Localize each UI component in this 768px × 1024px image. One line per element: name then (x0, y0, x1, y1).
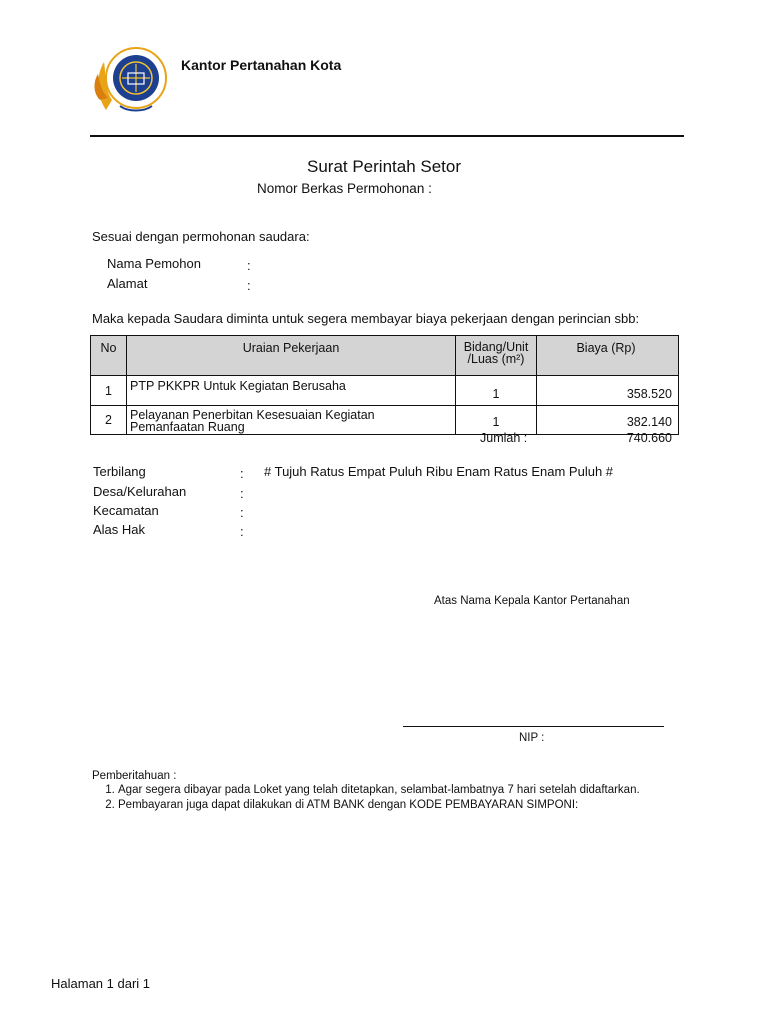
instruction-text: Maka kepada Saudara diminta untuk segera membayar biaya pekerjaan dengan perincian sbb: (92, 311, 640, 326)
kecamatan-colon: : (240, 505, 244, 520)
intro-text: Sesuai dengan permohonan saudara: (92, 229, 310, 244)
header-biaya: Biaya (Rp) (537, 336, 679, 376)
row-bidang: 1 (456, 376, 537, 406)
signature-line (403, 726, 664, 727)
row-biaya: 358.520 (537, 376, 679, 406)
header-divider (90, 135, 684, 137)
fee-table (90, 335, 679, 435)
desa-label: Desa/Kelurahan (93, 484, 187, 499)
berkas-number-label: Nomor Berkas Permohonan : (257, 181, 432, 196)
row-biaya: 382.140 (537, 406, 679, 435)
notice-section (92, 770, 640, 814)
notice-list (92, 784, 640, 811)
total-label: Jumlah : (480, 431, 528, 445)
on-behalf-text: Atas Nama Kepala Kantor Pertanahan (434, 595, 630, 607)
terbilang-value: # Tujuh Ratus Empat Puluh Ribu Enam Ratus Enam Puluh # (264, 464, 614, 479)
document-title (0, 157, 768, 177)
header-bidang-line1: Bidang/Unit (463, 340, 529, 354)
fee-table-header (91, 336, 679, 376)
applicant-name-label: Nama Pemohon (107, 256, 201, 271)
table-row (91, 376, 679, 406)
page-footer: Halaman 1 dari 1 (51, 976, 150, 991)
header-no: No (91, 336, 127, 376)
terbilang-colon: : (240, 466, 244, 481)
row-uraian (127, 406, 456, 435)
nip-label: NIP : (519, 732, 545, 744)
list-item: 1. Agar segera dibayar pada Loket yang telah ditetapkan, selambat-lambatnya 7 hari setelah didaftarkan. (118, 784, 640, 796)
header-bidang (456, 336, 537, 376)
notice-heading: Pemberitahuan : (92, 770, 177, 782)
alas-hak-colon: : (240, 524, 244, 539)
terbilang-label: Terbilang (93, 464, 146, 479)
applicant-address-label: Alamat (107, 276, 148, 291)
row-no: 1 (91, 376, 127, 406)
row-no: 2 (91, 406, 127, 435)
total-value: 740.660 (626, 431, 672, 445)
kecamatan-label: Kecamatan (93, 503, 159, 518)
applicant-address-colon: : (247, 278, 251, 293)
row-bidang: 1 (456, 406, 537, 435)
agency-logo-icon (92, 40, 172, 120)
applicant-name-colon: : (247, 258, 251, 273)
row-uraian-line2: Pemanfaatan Ruang (130, 420, 245, 434)
header-uraian: Uraian Pekerjaan (127, 336, 456, 376)
alas-hak-label: Alas Hak (93, 522, 146, 537)
row-uraian-line1: Pelayanan Penerbitan Kesesuaian Kegiatan (130, 408, 375, 422)
document-title-text: Surat Perintah Setor (306, 157, 462, 176)
header-bidang-line2: /Luas (m²) (467, 352, 525, 366)
office-name: Kantor Pertanahan Kota (181, 57, 342, 73)
desa-colon: : (240, 486, 244, 501)
row-uraian: PTP PKKPR Untuk Kegiatan Berusaha (127, 376, 456, 406)
list-item: 2. Pembayaran juga dapat dilakukan di ATM BANK dengan KODE PEMBAYARAN SIMPONI: (118, 799, 640, 811)
